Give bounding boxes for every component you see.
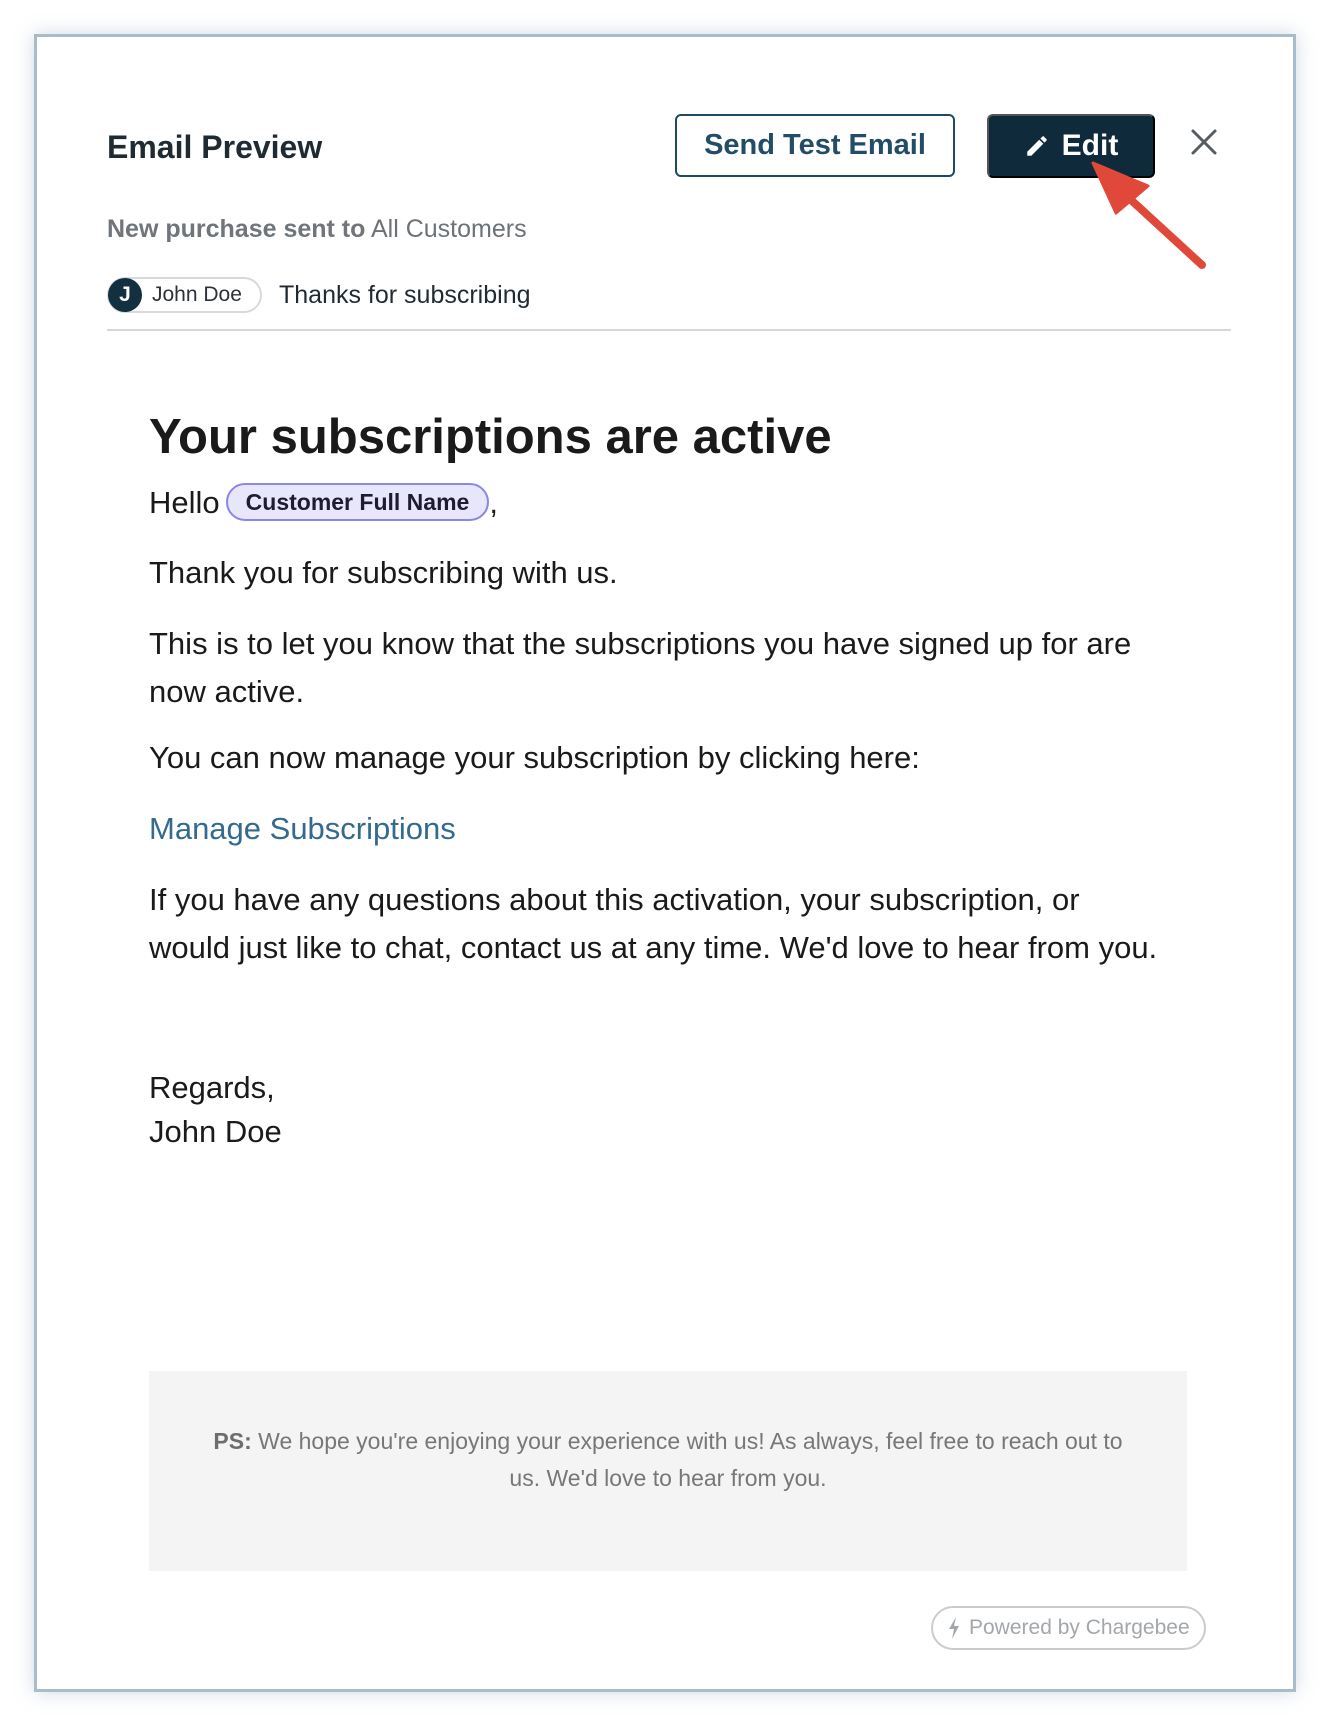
ps-label: PS: bbox=[213, 1428, 252, 1454]
dialog-title: Email Preview bbox=[107, 129, 323, 165]
greeting-text: Hello bbox=[149, 485, 220, 520]
paragraph-manage: You can now manage your subscription by clicking here: bbox=[149, 740, 920, 775]
regards-text: Regards, bbox=[149, 1070, 275, 1105]
send-test-email-button[interactable]: Send Test Email bbox=[675, 114, 955, 177]
trigger-event: New purchase sent to bbox=[107, 215, 366, 243]
customer-name-token: Customer Full Name bbox=[226, 483, 490, 521]
signature-name: John Doe bbox=[149, 1114, 282, 1149]
manage-subscriptions-link[interactable]: Manage Subscriptions bbox=[149, 811, 456, 846]
sender-name: John Doe bbox=[152, 283, 242, 306]
ps-body: We hope you're enjoying your experience with us! As always, feel free to reach out to us. We'd love to hear from you. bbox=[251, 1428, 1123, 1491]
edit-button-label: Edit bbox=[1061, 129, 1119, 162]
email-subject: Thanks for subscribing bbox=[279, 281, 531, 309]
avatar: J bbox=[108, 278, 142, 312]
paragraph-thanks: Thank you for subscribing with us. bbox=[149, 555, 618, 590]
audience-label: All Customers bbox=[370, 215, 527, 243]
powered-by-label: Powered by Chargebee bbox=[969, 1616, 1190, 1639]
greeting-comma: , bbox=[489, 485, 498, 520]
paragraph-activation: This is to let you know that the subscriptions you have signed up for are now active. bbox=[149, 626, 1132, 709]
paragraph-questions: If you have any questions about this activation, your subscription, or would just like to chat, contact us at any time. We'd love to hear from you. bbox=[149, 882, 1158, 965]
email-heading: Your subscriptions are active bbox=[149, 410, 832, 464]
